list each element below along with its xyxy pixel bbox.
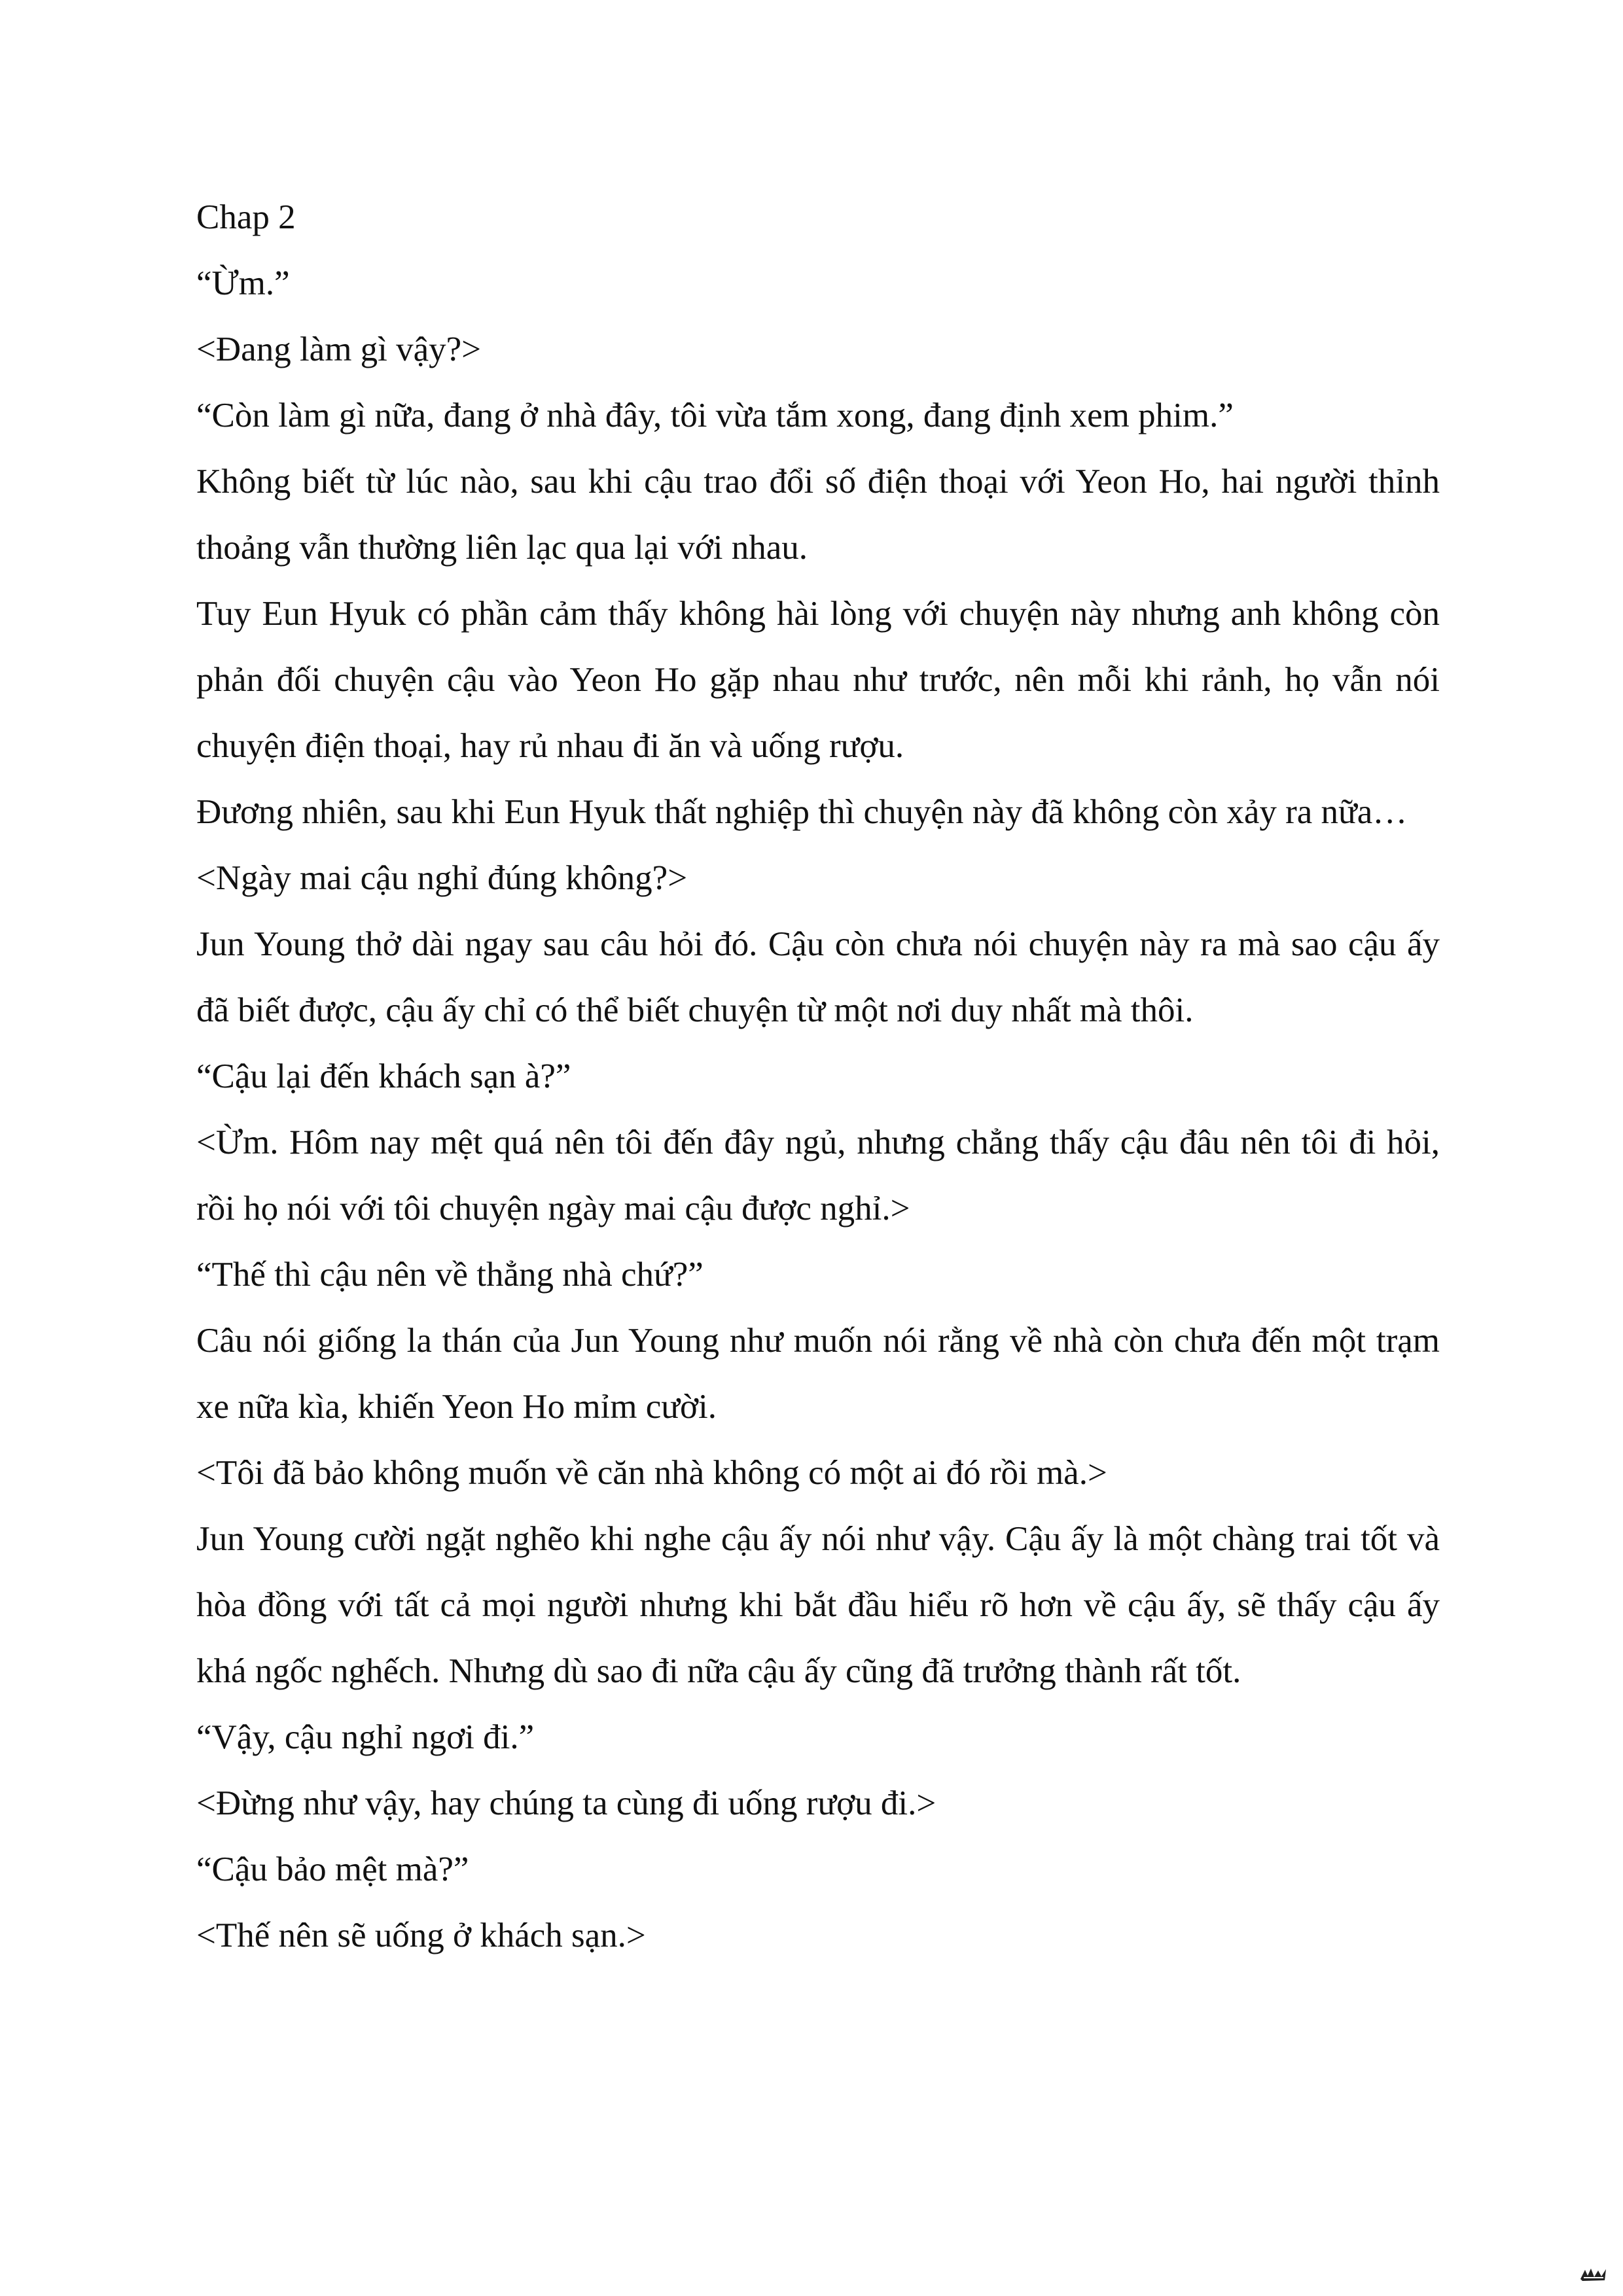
dialogue-line: <Tôi đã bảo không muốn về căn nhà không có một ai đó rồi mà.> <box>196 1454 1107 1492</box>
dialogue-line: “Còn làm gì nữa, đang ở nhà đây, tôi vừa tắm xong, đang định xem phim.” <box>196 397 1234 434</box>
dialogue-line: “Thế thì cậu nên về thẳng nhà chứ?” <box>196 1256 704 1294</box>
dialogue-line: “Ừm.” <box>196 264 290 302</box>
dialogue-line: “Vậy, cậu nghỉ ngơi đi.” <box>196 1718 535 1756</box>
chapter-title: Chap 2 <box>196 198 296 236</box>
narration-paragraph: Không biết từ lúc nào, sau khi cậu trao đổi số điện thoại với Yeon Ho, hai người thỉnh thoảng vẫn thường liên lạc qua lại với nhau. <box>196 463 1440 567</box>
scanlation-logo-icon <box>1578 2266 1609 2283</box>
dialogue-line: <Ừm. Hôm nay mệt quá nên tôi đến đây ngủ, nhưng chẳng thấy cậu đâu nên tôi đi hỏi, rồi họ nói với tôi chuyện ngày mai cậu được nghỉ.> <box>196 1123 1440 1227</box>
narration-paragraph: Jun Young cười ngặt nghẽo khi nghe cậu ấy nói như vậy. Cậu ấy là một chàng trai tốt và hòa đồng với tất cả mọi người nhưng khi bắt đầu hiểu rõ hơn về cậu ấy, sẽ thấy cậu ấy khá ngốc nghếch. Nhưng dù sao đi nữa cậu ấy cũng đã trưởng thành rất tốt. <box>196 1520 1440 1690</box>
narration-paragraph: Đương nhiên, sau khi Eun Hyuk thất nghiệp thì chuyện này đã không còn xảy ra nữa… <box>196 793 1408 831</box>
dialogue-line: “Cậu lại đến khách sạn à?” <box>196 1057 571 1095</box>
dialogue-line: <Thế nên sẽ uống ở khách sạn.> <box>196 1916 646 1954</box>
dialogue-line: <Ngày mai cậu nghỉ đúng không?> <box>196 859 688 897</box>
page-body <box>196 185 1440 1969</box>
narration-paragraph: Tuy Eun Hyuk có phần cảm thấy không hài lòng với chuyện này nhưng anh không còn phản đối chuyện cậu vào Yeon Ho gặp nhau như trước, nên mỗi khi rảnh, họ vẫn nói chuyện điện thoại, hay rủ nhau đi ăn và uống rượu. <box>196 595 1440 765</box>
dialogue-line: “Cậu bảo mệt mà?” <box>196 1850 469 1888</box>
dialogue-line: <Đang làm gì vậy?> <box>196 330 482 368</box>
narration-paragraph: Câu nói giống la thán của Jun Young như muốn nói rằng về nhà còn chưa đến một trạm xe nữa kìa, khiến Yeon Ho mỉm cười. <box>196 1322 1440 1426</box>
narration-paragraph: Jun Young thở dài ngay sau câu hỏi đó. Cậu còn chưa nói chuyện này ra mà sao cậu ấy đã biết được, cậu ấy chỉ có thể biết chuyện từ một nơi duy nhất mà thôi. <box>196 925 1440 1029</box>
dialogue-line: <Đừng như vậy, hay chúng ta cùng đi uống rượu đi.> <box>196 1784 936 1822</box>
